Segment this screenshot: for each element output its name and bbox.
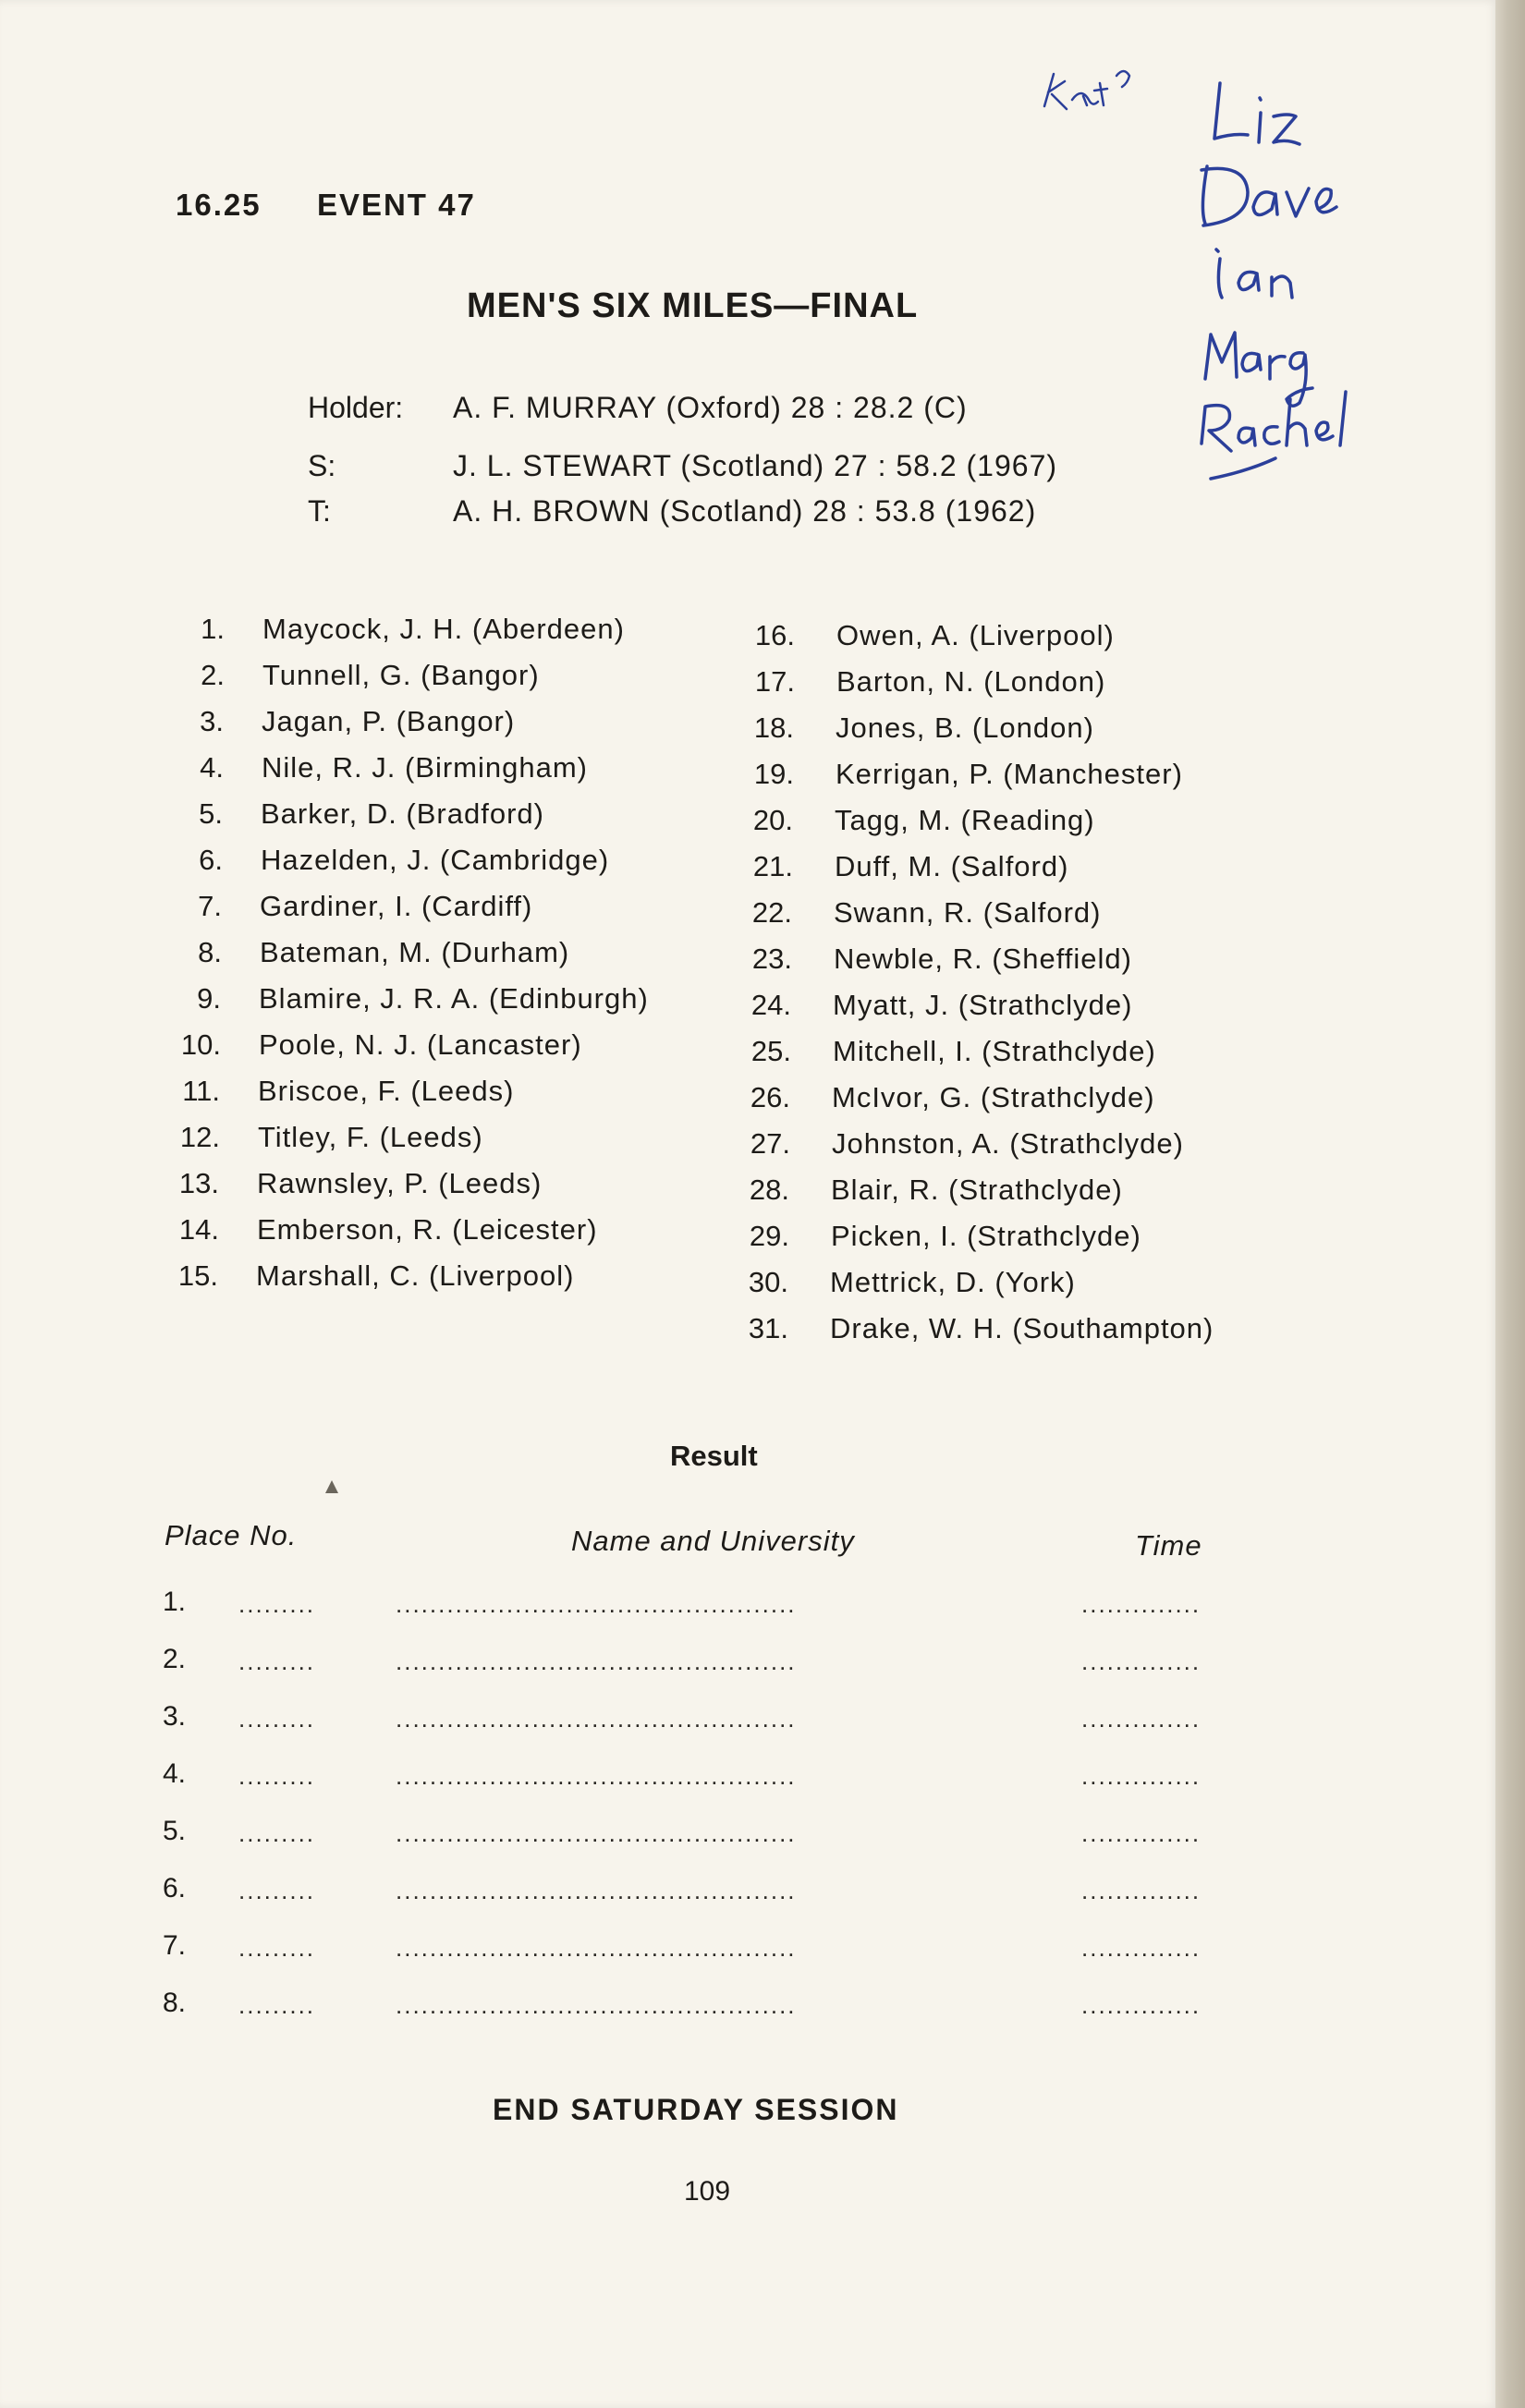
- result-time-blank: ..............: [1081, 1590, 1202, 1618]
- entry-number: 14.: [178, 1213, 219, 1246]
- entry-name: Swann, R. (Salford): [834, 896, 1102, 929]
- entry-number: 23.: [751, 943, 792, 975]
- entry-name: Jones, B. (London): [836, 711, 1094, 744]
- print-mark: [325, 1480, 338, 1493]
- entry-name: Blair, R. (Strathclyde): [831, 1174, 1123, 1206]
- column-place-no: Place No.: [165, 1519, 298, 1551]
- entry-number: 3.: [200, 705, 224, 737]
- entry-number: 1.: [201, 613, 225, 645]
- entry-name: Bateman, M. (Durham): [260, 936, 570, 968]
- result-time-blank: ..............: [1081, 1819, 1202, 1847]
- entry-name: Owen, A. (Liverpool): [836, 619, 1115, 651]
- result-place: 8.: [163, 1988, 187, 2018]
- entry-name: Drake, W. H. (Southampton): [830, 1312, 1214, 1344]
- entry-number: 22.: [751, 896, 792, 929]
- entry-number: 24.: [750, 989, 791, 1021]
- record-label-s: S:: [308, 449, 336, 482]
- entry-number: 27.: [750, 1127, 790, 1160]
- entry-name: Briscoe, F. (Leeds): [258, 1075, 515, 1107]
- result-name-blank: ...............................................: [396, 1934, 797, 1962]
- entry-number: 31.: [748, 1312, 788, 1344]
- entry-name: Newble, R. (Sheffield): [834, 943, 1132, 975]
- entry-name: Maycock, J. H. (Aberdeen): [262, 613, 625, 645]
- entry-number: 8.: [198, 936, 222, 968]
- entry-name: Poole, N. J. (Lancaster): [259, 1028, 582, 1061]
- result-place: 5.: [163, 1816, 187, 1846]
- result-name-blank: ...............................................: [396, 1590, 797, 1618]
- result-name-blank: ...............................................: [396, 1819, 797, 1847]
- entry-name: Johnston, A. (Strathclyde): [832, 1127, 1184, 1160]
- entry-name: Barton, N. (London): [836, 665, 1106, 698]
- record-value-s: J. L. STEWART (Scotland) 27 : 58.2 (1967): [453, 449, 1058, 482]
- entry-name: Tunnell, G. (Bangor): [262, 659, 540, 691]
- result-time-blank: ..............: [1081, 1648, 1202, 1675]
- entry-name: Nile, R. J. (Birmingham): [262, 751, 588, 784]
- entry-name: Mitchell, I. (Strathclyde): [833, 1035, 1156, 1067]
- result-no-blank: .........: [238, 1648, 316, 1675]
- result-place: 6.: [163, 1873, 187, 1903]
- entry-number: 5.: [199, 797, 223, 830]
- record-value-t: A. H. BROWN (Scotland) 28 : 53.8 (1962): [453, 494, 1037, 528]
- entry-number: 9.: [197, 982, 221, 1015]
- entry-number: 4.: [200, 751, 224, 784]
- result-name-blank: ...............................................: [396, 1762, 797, 1790]
- result-no-blank: .........: [238, 1877, 316, 1904]
- result-no-blank: .........: [238, 1762, 316, 1790]
- entry-number: 15.: [177, 1259, 218, 1292]
- result-heading: Result: [670, 1440, 758, 1472]
- entry-number: 11.: [182, 1075, 220, 1107]
- result-time-blank: ..............: [1081, 1934, 1202, 1962]
- entry-number: 20.: [752, 804, 793, 836]
- entry-name: Jagan, P. (Bangor): [262, 705, 516, 737]
- result-place: 3.: [163, 1701, 187, 1732]
- entry-name: McIvor, G. (Strathclyde): [832, 1081, 1155, 1113]
- entry-name: Picken, I. (Strathclyde): [831, 1220, 1141, 1252]
- entry-number: 26.: [750, 1081, 790, 1113]
- end-session-label: END SATURDAY SESSION: [493, 2093, 899, 2126]
- result-no-blank: .........: [238, 1705, 316, 1733]
- result-place: 1.: [163, 1587, 187, 1617]
- result-place: 2.: [163, 1644, 187, 1674]
- page-number: 109: [684, 2176, 731, 2207]
- entry-name: Titley, F. (Leeds): [258, 1121, 483, 1153]
- entry-name: Myatt, J. (Strathclyde): [833, 989, 1133, 1021]
- entry-number: 18.: [753, 711, 794, 744]
- result-place: 7.: [163, 1930, 187, 1961]
- result-time-blank: ..............: [1081, 1705, 1202, 1733]
- entry-name: Tagg, M. (Reading): [835, 804, 1095, 836]
- result-no-blank: .........: [238, 1590, 316, 1618]
- result-place: 4.: [163, 1758, 187, 1789]
- entry-name: Mettrick, D. (York): [830, 1266, 1076, 1298]
- entry-number: 2.: [201, 659, 225, 691]
- entry-name: Barker, D. (Bradford): [261, 797, 544, 830]
- entry-name: Rawnsley, P. (Leeds): [257, 1167, 543, 1199]
- entry-number: 7.: [198, 890, 222, 922]
- entry-number: 16.: [754, 619, 795, 651]
- page-edge: [1495, 0, 1525, 2408]
- record-value-holder: A. F. MURRAY (Oxford) 28 : 28.2 (C): [453, 391, 968, 424]
- entry-name: Hazelden, J. (Cambridge): [261, 844, 610, 876]
- result-name-blank: ...............................................: [396, 1705, 797, 1733]
- entry-name: Gardiner, I. (Cardiff): [260, 890, 533, 922]
- entry-number: 21.: [752, 850, 793, 882]
- entry-name: Kerrigan, P. (Manchester): [836, 758, 1183, 790]
- entry-number: 30.: [748, 1266, 788, 1298]
- handwritten-notes-signature: [1026, 55, 1359, 480]
- result-no-blank: .........: [238, 1934, 316, 1962]
- result-name-blank: ...............................................: [396, 1648, 797, 1675]
- entry-number: 25.: [750, 1035, 791, 1067]
- entry-name: Emberson, R. (Leicester): [257, 1213, 598, 1246]
- entry-number: 28.: [749, 1174, 789, 1206]
- result-time-blank: ..............: [1081, 1877, 1202, 1904]
- event-header: [176, 188, 476, 223]
- event-title: MEN'S SIX MILES—FINAL: [467, 286, 919, 325]
- event-time: 16.25: [176, 188, 262, 222]
- result-name-blank: ...............................................: [396, 1877, 797, 1904]
- event-number: EVENT 47: [316, 188, 476, 222]
- entry-number: 19.: [753, 758, 794, 790]
- entry-number: 17.: [754, 665, 795, 698]
- record-label-t: T:: [308, 494, 331, 528]
- record-label-holder: Holder:: [308, 391, 404, 424]
- entry-name: Duff, M. (Salford): [835, 850, 1069, 882]
- entry-number: 29.: [749, 1220, 789, 1252]
- result-name-blank: ...............................................: [396, 1991, 797, 2019]
- column-name-university: Name and University: [571, 1525, 855, 1557]
- entry-name: Marshall, C. (Liverpool): [256, 1259, 575, 1292]
- column-time: Time: [1135, 1529, 1202, 1562]
- result-time-blank: ..............: [1081, 1762, 1202, 1790]
- entry-number: 6.: [199, 844, 223, 876]
- entry-name: Blamire, J. R. A. (Edinburgh): [259, 982, 649, 1015]
- result-no-blank: .........: [238, 1819, 316, 1847]
- entry-number: 10.: [180, 1028, 221, 1061]
- result-no-blank: .........: [238, 1991, 316, 2019]
- entry-number: 12.: [179, 1121, 220, 1153]
- result-time-blank: ..............: [1081, 1991, 1202, 2019]
- entry-number: 13.: [178, 1167, 219, 1199]
